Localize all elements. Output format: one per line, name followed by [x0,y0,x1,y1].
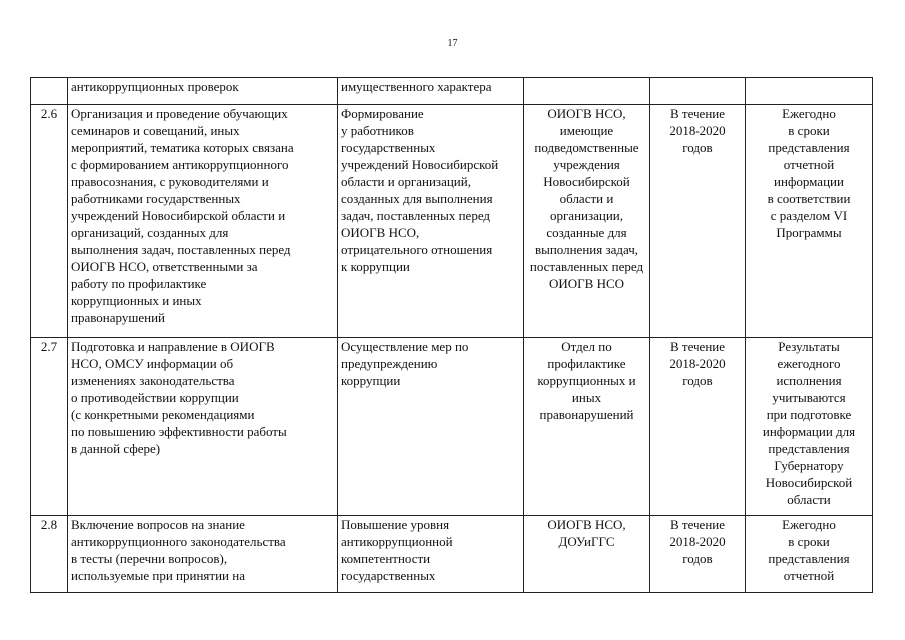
cell-text-line: годов [682,551,713,566]
cell-text-line: по повышению эффективности работы [71,424,287,439]
executor-cell [524,105,650,338]
expected-result-cell [338,78,524,105]
executor-cell [524,78,650,105]
cell-text-line: ежегодного [777,356,841,371]
cell-text-line: ДОУиГГС [558,534,615,549]
cell-text-line: в сроки [788,123,830,138]
table-row [31,516,873,593]
cell-text-line: 2018-2020 [669,534,726,549]
cell-text-line: государственных [341,568,436,583]
cell-text-line: используемые при принятии на [71,568,245,583]
cell-text-line: подведомственные [534,140,639,155]
cell-text-line: Повышение уровня [341,517,450,532]
cell-text-line: информации для [762,424,856,439]
cell-text-line: ОИОГВ НСО, [341,225,420,240]
cell-text-line: представления [768,551,850,566]
cell-text-line: области [787,492,831,507]
executor-cell [524,516,650,593]
expected-result-cell [338,516,524,593]
indicator-cell [746,338,873,516]
cell-text-line: имущественного характера [341,79,492,94]
cell-text-line: организаций, созданных для [71,225,229,240]
cell-text-line: правосознания, с руководителями и [71,174,269,189]
cell-text-line: в тесты (перечни вопросов), [71,551,228,566]
expected-result-cell [338,105,524,338]
cell-text-line: задач, поставленных перед [341,208,491,223]
cell-text-line: в данной сфере) [71,441,161,456]
cell-text-line: Ежегодно [782,517,836,532]
executor-cell [524,338,650,516]
cell-text-line: ОИОГВ НСО, [547,106,626,121]
cell-text-line: выполнения задач, [534,242,639,257]
term-cell [650,105,746,338]
row-number-cell: 2.7 [31,338,68,516]
cell-text-line: о противодействии коррупции [71,390,239,405]
cell-text-line: отчетной [783,568,835,583]
cell-text-line: учитываются [772,390,846,405]
cell-text-line: В течение [669,517,726,532]
row-number-cell: 2.8 [31,516,68,593]
cell-text-line: предупреждению [341,356,438,371]
cell-text-line: 2018-2020 [669,123,726,138]
cell-text-line: семинаров и совещаний, иных [71,123,240,138]
cell-text-line: работниками государственных [71,191,241,206]
cell-text-line: имеющие [559,123,614,138]
cell-text-line: с разделом VI [770,208,848,223]
cell-text-line: Программы [776,225,842,240]
cell-text-line: Подготовка и направление в ОИОГВ [71,339,275,354]
cell-text-line: отрицательного отношения [341,242,493,257]
cell-text-line: Новосибирской [543,174,630,189]
cell-text-line: к коррупции [341,259,410,274]
row-number-cell: 2.6 [31,105,68,338]
cell-text-line: годов [682,373,713,388]
cell-text-line: области и [559,191,614,206]
cell-text-line: антикоррупционной [341,534,453,549]
cell-text-line: иных [571,390,602,405]
event-cell [68,105,338,338]
cell-text-line: Отдел по [561,339,612,354]
cell-text-line: Ежегодно [782,106,836,121]
cell-text-line: коррупционных и иных [71,293,202,308]
cell-text-line: Новосибирской [765,475,853,490]
cell-text-line: В течение [669,106,726,121]
cell-text-line: исполнения [776,373,842,388]
cell-text-line: у работников [341,123,414,138]
cell-text-line: представления [768,441,850,456]
cell-text-line: при подготовке [766,407,852,422]
cell-text-line: государственных [341,140,436,155]
cell-text-line: информации [774,174,844,189]
cell-text-line: правонарушений [539,407,634,422]
event-cell [68,78,338,105]
cell-text-line: учреждений Новосибирской [341,157,499,172]
measures-table [30,77,873,593]
indicator-cell [746,78,873,105]
cell-text-line: 2018-2020 [669,356,726,371]
cell-text-line: В течение [669,339,726,354]
cell-text-line: ОИОГВ НСО, [547,517,626,532]
cell-text-line: учреждения [553,157,620,172]
cell-text-line: созданные для [546,225,627,240]
cell-text-line: мероприятий, тематика которых связана [71,140,294,155]
event-cell [68,516,338,593]
cell-text-line: в сроки [788,534,830,549]
table-row [31,105,873,338]
cell-text-line: с формированием антикоррупционного [71,157,289,172]
cell-text-line: изменениях законодательства [71,373,235,388]
cell-text-line: отчетной [783,157,835,172]
cell-text-line: Формирование [341,106,424,121]
indicator-cell [746,516,873,593]
cell-text-line: НСО, ОМСУ информации об [71,356,234,371]
cell-text-line: профилактике [547,356,626,371]
indicator-cell [746,105,873,338]
cell-text-line: годов [682,140,713,155]
cell-text-line: Включение вопросов на знание [71,517,245,532]
cell-text-line: Осуществление мер по [341,339,469,354]
cell-text-line: организации, [549,208,624,223]
term-cell [650,338,746,516]
cell-text-line: коррупционных и [537,373,636,388]
cell-text-line: ОИОГВ НСО, ответственными за [71,259,258,274]
cell-text-line: (с конкретными рекомендациями [71,407,255,422]
cell-text-line: в соответствии [767,191,851,206]
cell-text-line: антикоррупционных проверок [71,79,239,94]
term-cell [650,78,746,105]
cell-text-line: Результаты [778,339,840,354]
cell-text-line: Организация и проведение обучающих [71,106,288,121]
cell-text-line: компетентности [341,551,431,566]
event-cell [68,338,338,516]
page-number: 17 [447,38,458,49]
row-number-cell [31,78,68,105]
table-row [31,338,873,516]
cell-text-line: правонарушений [71,310,165,325]
cell-text-line: антикоррупционного законодательства [71,534,286,549]
cell-text-line: учреждений Новосибирской области и [71,208,286,223]
cell-text-line: созданных для выполнения [341,191,493,206]
cell-text-line: ОИОГВ НСО [548,276,625,291]
expected-result-cell [338,338,524,516]
cell-text-line: работу по профилактике [71,276,207,291]
table-row [31,78,873,105]
cell-text-line: представления [768,140,850,155]
cell-text-line: выполнения задач, поставленных перед [71,242,291,257]
cell-text-line: Губернатору [774,458,844,473]
cell-text-line: коррупции [341,373,401,388]
cell-text-line: поставленных перед [529,259,644,274]
term-cell [650,516,746,593]
cell-text-line: области и организаций, [341,174,471,189]
